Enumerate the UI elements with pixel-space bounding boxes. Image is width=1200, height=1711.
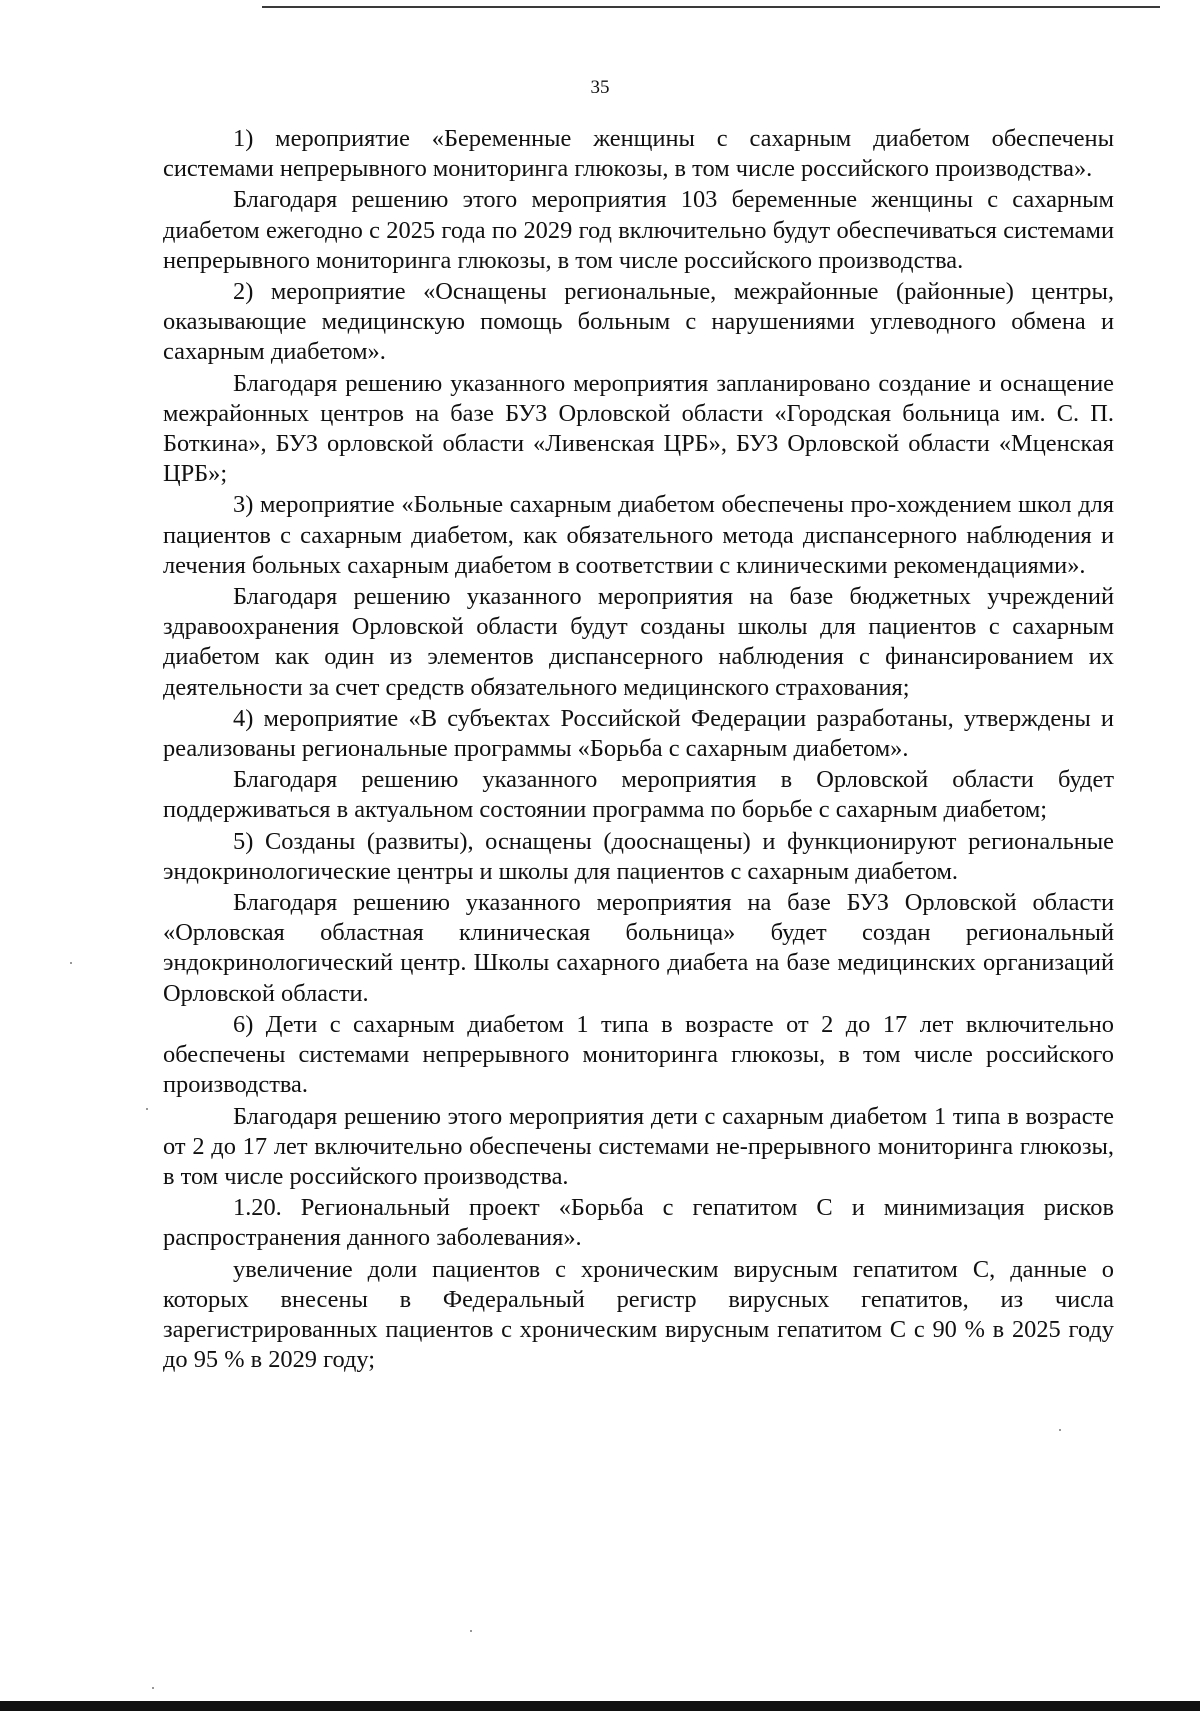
scan-speck bbox=[146, 1108, 148, 1110]
paragraph-measure-1: 1) мероприятие «Беременные женщины с сахарным диабетом обеспечены системами непрерывного мониторинга глюкозы, в том числе российского производства». bbox=[163, 125, 1114, 183]
paragraph-result-5: Благодаря решению указанного мероприятия на базе БУЗ Орловской области «Орловская областная клиническая больница» будет создан региональный эндокринологический центр. Школы сахарного диабета на базе медицинских организаций Орловской области. bbox=[163, 889, 1114, 1007]
paragraph-measure-5: 5) Созданы (развиты), оснащены (дооснащены) и функционируют региональные эндокринологические центры и школы для пациентов с сахарным диабетом. bbox=[163, 827, 1114, 885]
paragraph-project-goal: увеличение доли пациентов с хроническим вирусным гепатитом С, данные о которых внесены в Федеральный регистр вирусных гепатитов, из числа зарегистрированных пациентов с хроническим вирусным гепатитом С с 90 % в 2025 году до 95 % в 2029 году; bbox=[163, 1255, 1114, 1374]
paragraph-measure-3: 3) мероприятие «Больные сахарным диабетом обеспечены про-хождением школ для пациентов с сахарным диабетом, как обязательного метода диспансерного наблюдения и лечения больных сахарным диабетом в соответствии с клиническими рекомендациями». bbox=[163, 491, 1114, 579]
paragraph-result-1: Благодаря решению этого мероприятия 103 беременные женщины с сахарным диабетом ежегодно с 2025 года по 2029 год включительно будут обеспечиваться системами непрерывного мониторинга глюкозы, в том числе российского производства. bbox=[163, 186, 1114, 274]
paragraph-result-6: Благодаря решению этого мероприятия дети с сахарным диабетом 1 типа в возрасте от 2 до 17 лет включительно обеспечены системами не-прерывного мониторинга глюкозы, в том числе российского производства. bbox=[163, 1102, 1114, 1190]
document-body bbox=[163, 124, 1114, 1375]
paragraph-measure-2: 2) мероприятие «Оснащены региональные, межрайонные (районные) центры, оказывающие медицинскую помощь больным с нарушениями углеводного обмена и сахарным диабетом». bbox=[163, 278, 1114, 366]
bottom-scan-border bbox=[0, 1701, 1200, 1711]
paragraph-measure-6: 6) Дети с сахарным диабетом 1 типа в возрасте от 2 до 17 лет включительно обеспечены системами непрерывного мониторинга глюкозы, в том числе российского производства. bbox=[163, 1010, 1114, 1099]
paragraph-result-4: Благодаря решению указанного мероприятия в Орловской области будет поддерживаться в актуальном состоянии программа по борьбе с сахарным диабетом; bbox=[163, 766, 1114, 824]
paragraph-result-2: Благодаря решению указанного мероприятия запланировано создание и оснащение межрайонных центров на базе БУЗ Орловской области «Городская больница им. С. П. Боткина», БУЗ орловской области «Ливенская ЦРБ», БУЗ Орловской области «Мценская ЦРБ»; bbox=[163, 369, 1114, 488]
page-number: 35 bbox=[590, 77, 610, 98]
scan-speck bbox=[152, 1687, 154, 1689]
scan-speck bbox=[470, 1630, 472, 1632]
paragraph-measure-4: 4) мероприятие «В субъектах Российской Федерации разработаны, утверждены и реализованы региональные программы «Борьба с сахарным диабетом». bbox=[163, 704, 1114, 763]
top-border-line bbox=[262, 6, 1160, 8]
paragraph-project-heading: 1.20. Региональный проект «Борьба с гепатитом С и минимизация рисков распространения данного заболевания». bbox=[163, 1194, 1114, 1252]
scan-speck bbox=[1059, 1429, 1061, 1431]
paragraph-result-3: Благодаря решению указанного мероприятия на базе бюджетных учреждений здравоохранения Орловской области будут созданы школы для пациентов с сахарным диабетом как один из элементов диспансерного наблюдения с финансированием их деятельности за счет средств обязательного медицинского страхования; bbox=[163, 583, 1114, 701]
scan-speck bbox=[70, 962, 72, 964]
